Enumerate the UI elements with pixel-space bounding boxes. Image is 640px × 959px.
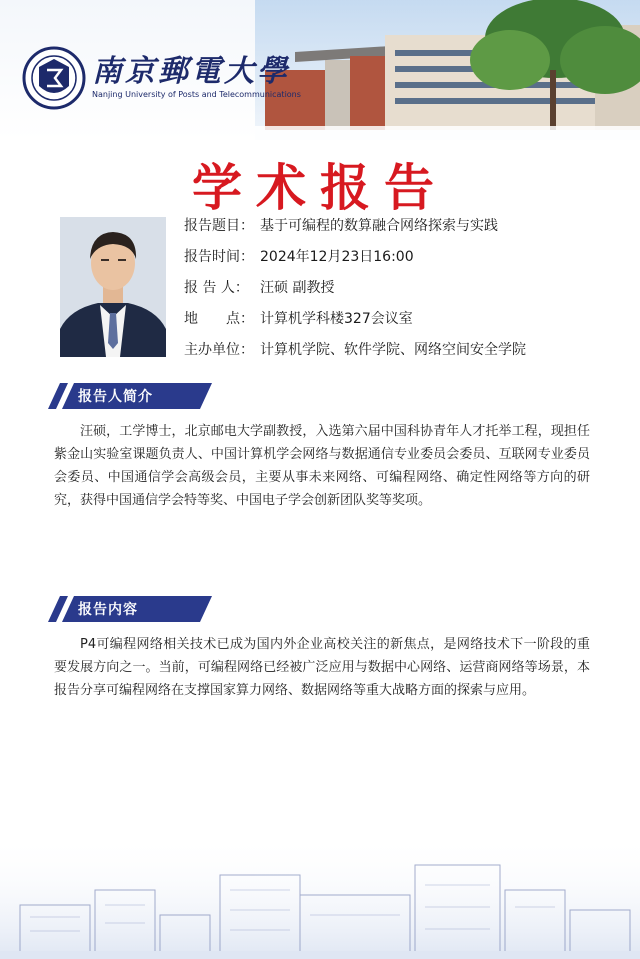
info-row-topic: [184, 209, 624, 240]
speaker-portrait: [60, 217, 166, 357]
report-content-text: P4可编程网络相关技术已成为国内外企业高校关注的新焦点，是网络技术下一阶段的重要发展方向之一。当前，可编程网络已经被广泛应用与数据中心网络、运营商网络等场景，本报告分享可编程网络在支撑国家算力网络、数据网络等重大战略方面的探索与应用。: [54, 637, 590, 698]
speaker-bio-text: 汪硕，工学博士，北京邮电大学副教授，入选第六届中国科协青年人才托举工程，现担任紫金山实验室课题负责人、中国计算机学会网络与数据通信专业委员会委员、互联网专业委员会委员、中国通信学会高级会员，主要从事未来网络、可编程网络、确定性网络等方向的研究，获得中国通信学会特等奖、中国电子学会创新团队奖等奖项。: [54, 424, 590, 508]
location-value: 计算机学科楼327会议室: [260, 310, 413, 327]
section-banner-report-content: [48, 596, 212, 622]
organizer-label: 主办单位：: [184, 341, 254, 358]
topic-value: 基于可编程的数算融合网络探索与实践: [260, 217, 498, 234]
topic-label: 报告题目：: [184, 217, 254, 234]
organizer-value: 计算机学院、软件学院、网络空间安全学院: [260, 341, 526, 358]
section-heading: 报告内容: [78, 602, 138, 618]
university-name-en: Nanjing University of Posts and Telecommunications: [92, 90, 301, 99]
campus-building-photo: [255, 0, 640, 140]
campus-skyline-illustration: [0, 835, 640, 959]
section-banner-speaker-bio: [48, 383, 212, 409]
section-heading: 报告人简介: [78, 389, 153, 405]
info-row-location: [184, 302, 624, 333]
info-row-organizer: [184, 333, 624, 364]
info-row-time: [184, 240, 624, 271]
time-label: 报告时间：: [184, 248, 254, 265]
university-name-cn: 南京郵電大學: [92, 54, 290, 89]
speaker-value: 汪硕 副教授: [260, 279, 335, 296]
info-row-speaker: [184, 271, 624, 302]
university-logo: [22, 44, 86, 112]
poster-title: 学术报告: [192, 159, 448, 217]
time-value: 2024年12月23日16:00: [260, 248, 414, 265]
speaker-label: 报 告 人：: [184, 279, 249, 296]
location-label: 地 点：: [184, 310, 254, 327]
report-info: [184, 209, 624, 364]
